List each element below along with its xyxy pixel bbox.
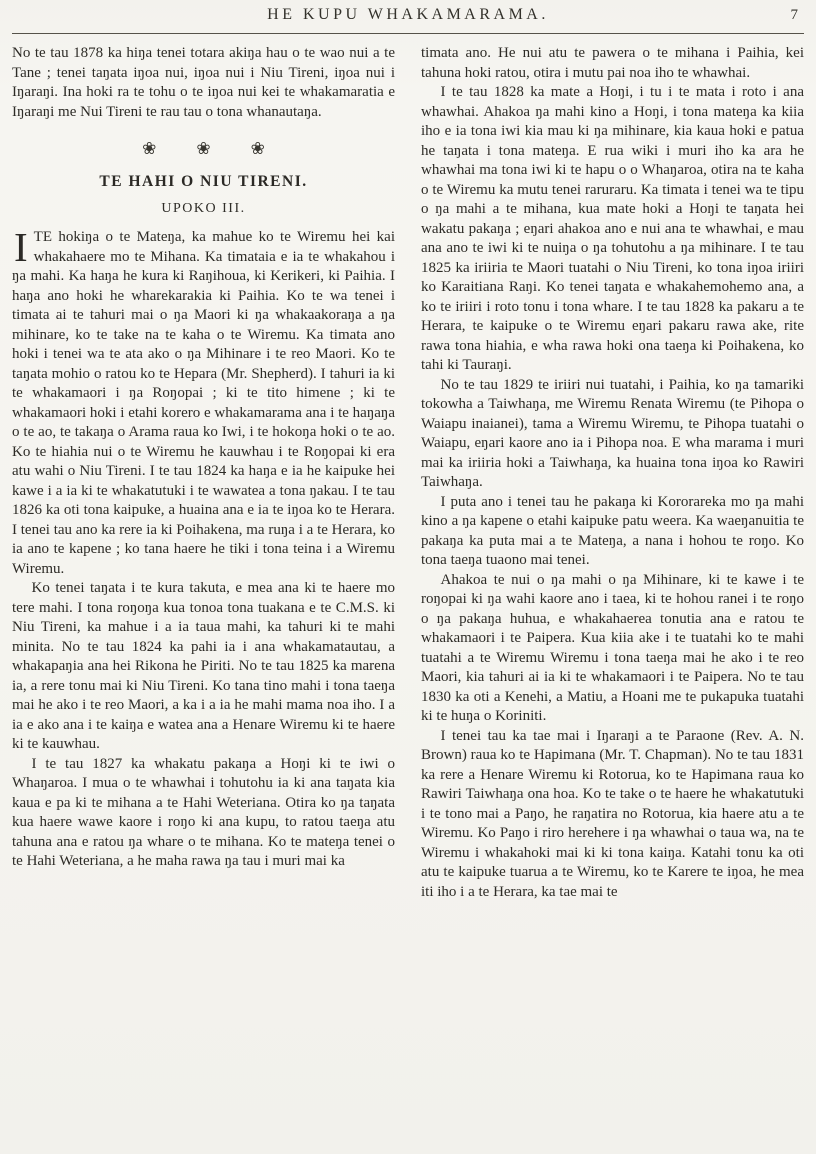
running-head	[12, 6, 804, 30]
fleuron-icon: ❀	[142, 139, 157, 159]
paragraph: No te tau 1829 te iriiri nui tuatahi, i Paihia, ko ŋa tamariki tokowha a Taiwhaŋa, me Wiremu Renata Wiremu (te Pihopa o Waiapu inaianei), tama a Wiremu Wiremu, te Pihopa tuatahi o Waiapu, eŋari kaore ano ia i Pihopa noa. E wha marama i muri mai ka iriiria hoki a Taiwhaŋa, ka huaina tona iŋoa ko Rawiri Taiwhaŋa.	[421, 376, 804, 490]
paragraph: I te tau 1828 ka mate a Hoŋi, i tu i te mata i roto i ana whawhai. Ahakoa ŋa mahi kino a Hoŋi, i tona mateŋa ka kiia iho e ia tona iwi kia mau ki ŋa mihinare, kia kaua hoki e patua he taŋata i tona mateŋa. E rua wiki i muri iho ka ara he whawhai ma tona iwi ki te hapu o o Whaŋaroa, otira na te kaha o te Wiremu ka mutu tenei raruraru. Ka timata i tenei wa te tipu o ŋa mahi a te mihana, kua mate hoki a Hoŋi te taŋata hei wakatu pakaŋa ; eŋari ahakoa ano e nui ana te whawhai, e mau ana ano te iwi ki te nuiŋa o ŋa tohutohu a ŋa mihinare. I te tau 1825 ka iriiria te Maori tuatahi o Niu Tireni, ko tona iŋoa iriiri ko Karaitiana Raŋi. Ko tenei taŋata e whakahemohemo ana, a ko te iriiri i roto tonu i tona whare. I te tau 1828 ka pakaru a te Herara, te kaipuke o te Wiremu eŋari pakaru rawa ake, rite rawa tona hiahia, e wha rawa hoki ona taeŋa ki Poihakena, ko tahi ki Tauraŋi.	[421, 84, 804, 373]
text-columns	[12, 44, 804, 902]
page-number: 7	[790, 7, 798, 23]
section-title: TE HAHI O NIU TIRENI.	[99, 173, 308, 191]
paragraph: I te tau 1827 ka whakatu pakaŋa a Hoŋi ki te iwi o Whaŋaroa. I mua o te whawhai i tohutohu ia ki ana taŋata kia kaua e pa ki te mihana a te Hahi Weteriana. Otira ko ŋa taŋata kua haere wawe kaore i roŋo ki ana kupu, to ratou taeŋa atu tahuna ana e ratou ŋa whare o te mihana. Ko te mateŋa tenei o te Hahi Weteriana, a he maha rawa ŋa tau i muri mai ka	[12, 755, 395, 870]
drop-cap: I	[14, 224, 28, 271]
page-title: HE KUPU WHAKAMARAMA.	[267, 6, 549, 23]
paragraph: I puta ano i tenei tau he pakaŋa ki Kororareka mo ŋa mahi kino a ŋa kapene o etahi kaipuke patu weera. Ka waeŋanuitia te pakaŋa ka puta mai a te Mateŋa, a nana i hohou te roŋo. Ko tona taeŋa tuaono mai tenei.	[421, 493, 804, 568]
continuation-paragraph: No te tau 1878 ka hiŋa tenei totara akiŋa hau o te wao nui a te Tane ; tenei taŋata iŋoa nui, iŋoa nui i Niu Tireni, iŋoa nui i Iŋaraŋi. Ina hoki ra te tohu o te iŋoa nui kei te whakamaratia e Iŋaraŋi me Nui Tireni te rau tau o tona whanautaŋa.	[12, 45, 395, 120]
opening-paragraph	[12, 224, 395, 579]
opening-paragraph-text: TE hokiŋa o te Mateŋa, ka mahue ko te Wiremu hei kai whakahaere mo te Mihana. Ka timataia e ia te whakahou i ŋa mahi. Ka haŋa he kura ki Raŋihoua, ki Kerikeri, ki Paihia. I haŋa ano hoki he wharekarakia ki Paihia. Ko te wa tenei i timata ai te tahuri mai o ŋa Maori ki ŋa whakaakoraŋa a ŋa mihinare, ko te take na te kaha o te Wiremu. Ka timata ano hoki i tenei wa te ata ako o ŋa Mihinare i te reo Maori. Ko te taŋata mohio o ratou ko te Hepara (Mr. Shepherd). I tahuri ia ki te whakamaori i ŋa Roŋopai ; ki te tito himene ; ki te whakamaori hoki i etahi korero e whakamarama ana i te haŋaŋa o te ao, te takaŋa o Arama raua ko Iwi, i te hokoŋa hoki o te ao. Ko te hiahia nui o te Wiremu he kauwhau i te Roŋopai ki era atu wahi o Niu Tireni. I te tau 1824 ka haŋa e ia he kaipuke hei kawe i a ia ki te whakatutuki i te wawatea a tona ŋakau. I te tau 1826 ka oti tona kaipuke, a huaina ana e ia te iŋoa ko te Herara. I tenei tau ano ka rere ia ki Poihakena, ma ruŋa i a te Herara, ko ia ano te kapene ; ko tana haere he tiki i tona teina i a Wiremu Wiremu.	[12, 229, 395, 577]
fleuron-icon: ❀	[196, 139, 211, 159]
continuation-paragraph: timata ano. He nui atu te pawera o te mihana i Paihia, kei tahuna hoki ratou, otira i mutu pai noa iho te whawhai.	[421, 45, 804, 81]
right-column	[421, 44, 804, 902]
left-column	[12, 44, 395, 902]
ornament-row	[12, 138, 395, 160]
paragraph: I tenei tau ka tae mai i Iŋaraŋi a te Paraone (Rev. A. N. Brown) raua ko te Hapimana (Mr. T. Chapman). No te tau 1831 ka rere a Henare Wiremu ki Rotorua, ko te Hapimana raua ko Rawiri Taiwhaŋa ona hoa. Ko te take o te haere he whakatutuki i te tono mai a Paŋo, he raŋatira no Rotorua, kia haere atu a te Wiremu. Ko Paŋo i riro herehere i ŋa whawhai o taua wa, na te Wiremu i whakahoki mai ki ki tona kaiŋa. Katahi tonu ka oti atu te kaipuke tuarua a te Wiremu, ko te Karere te iŋoa, he mea iti iho i a te Herara, ka tae mai te	[421, 727, 804, 900]
section-subtitle: UPOKO III.	[161, 201, 246, 217]
header-rule	[12, 33, 804, 34]
paragraph: Ko tenei taŋata i te kura takuta, e mea ana ki te haere mo tere mahi. I tona roŋoŋa kua tonoa tona tuakana e te C.M.S. ki Niu Tireni, ka mahue i a ia taua mahi, ka tahuri ki te mahi minita. No te tau 1824 ka pahi ia i ana whakamatautau, a whakapaŋia ana hei Rikona he Piriti. No te tau 1825 ka marena ia, a rere tonu mai ki Niu Tireni. Ko tana tino mahi i tona taeŋa mai he ako i te reo Maori, a ka i a ia he mahi mama noa iho. I a ia e ako ana i te kaiŋa e watea ana a Henare Wiremu ki te haere ki te kauwhau.	[12, 580, 395, 753]
paragraph: Ahakoa te nui o ŋa mahi o ŋa Mihinare, ki te kawe i te roŋopai ki ŋa wahi kaore ano i taea, ki te hohou ranei i te roŋo o ŋa pakaŋa huhua, e whakahaerea tonutia ana e ratou te whakamaori i te Paipera. Kua kiia ake i te tuatahi ko te mahi tuatahi a te Wiremu Wiremu i tona taeŋa mai he ako i te reo Maori, kia tahuri ai ia ki te whakamaori i te Paipera. No te tau 1830 ka oti a Kenehi, a Matiu, a Hoani me te pukapuka tuatahi ki te huŋa o Koriniti.	[421, 571, 804, 724]
fleuron-icon: ❀	[250, 139, 265, 159]
